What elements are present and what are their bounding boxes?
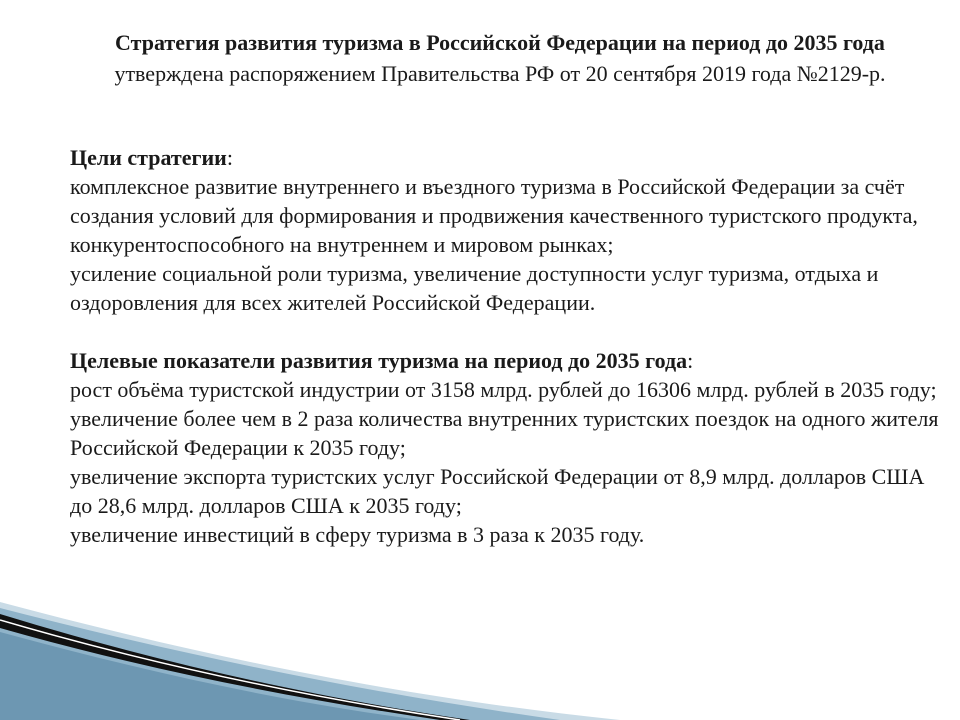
- slide-title: [100, 27, 900, 89]
- goal-item: усиление социальной роли туризма, увеличение доступности услуг туризма, отдыха и оздоровления для всех жителей Российской Федерации.: [70, 261, 879, 315]
- goals-heading: Цели стратегии: [70, 145, 227, 170]
- slide-title-bold: Стратегия развития туризма в Российской Федерации на период до 2035 года: [115, 30, 885, 55]
- goals-heading-line: [70, 143, 940, 172]
- targets-heading-colon: :: [687, 348, 694, 373]
- target-item: увеличение более чем в 2 раза количества внутренних туристских поездок на одного жителя Российской Федерации к 2035 году;: [70, 406, 939, 460]
- decorative-swoosh: [0, 580, 960, 720]
- targets-heading: Целевые показатели развития туризма на период до 2035 года: [70, 348, 688, 373]
- target-item: увеличение инвестиций в сферу туризма в 3 раза к 2035 году.: [70, 522, 645, 547]
- slide-title-rest: утверждена распоряжением Правительства РФ от 20 сентября 2019 года №2129-р.: [114, 61, 886, 86]
- goals-heading-colon: :: [226, 145, 233, 170]
- goal-item: комплексное развитие внутреннего и въездного туризма в Российской Федерации за счёт создания условий для формирования и продвижения качественного туристского продукта, конкурентоспособного на внутреннем и мировом рынках;: [70, 174, 918, 257]
- goals-section: [70, 143, 940, 317]
- slide-body: [70, 143, 940, 549]
- targets-heading-line: [70, 346, 940, 375]
- targets-section: [70, 346, 940, 549]
- section-spacer: [70, 317, 940, 346]
- target-item: увеличение экспорта туристских услуг Российской Федерации от 8,9 млрд. долларов США до 28,6 млрд. долларов США к 2035 году;: [70, 464, 925, 518]
- target-item: рост объёма туристской индустрии от 3158 млрд. рублей до 16306 млрд. рублей в 2035 году;: [70, 377, 937, 402]
